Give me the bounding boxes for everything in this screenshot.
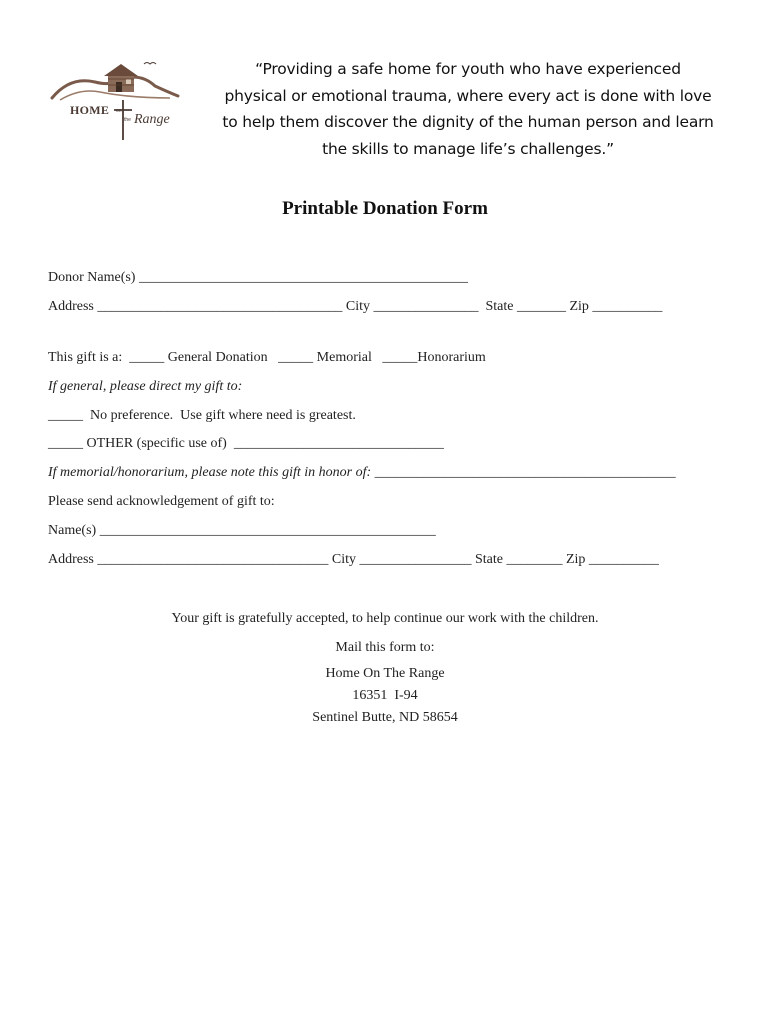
motto-line: the skills to manage life’s challenges.” bbox=[322, 139, 614, 158]
ack-address-field[interactable]: Address _________________________________ City ________________ State ________ Zip __________ bbox=[48, 552, 659, 567]
logo-range-text: Range bbox=[134, 112, 170, 127]
motto-line: physical or emotional trauma, where every act is done with love bbox=[224, 86, 712, 105]
mail-label: Mail this form to: bbox=[335, 640, 435, 655]
page-title: Printable Donation Form bbox=[282, 198, 488, 219]
gift-type-options[interactable]: This gift is a: _____ General Donation _____ Memorial _____Honorarium bbox=[48, 350, 486, 365]
org-name: Home On The Range bbox=[325, 666, 445, 681]
mission-statement bbox=[212, 56, 724, 162]
motto-line: to help them discover the dignity of the human person and learn bbox=[222, 113, 714, 131]
cabin-hills-icon bbox=[50, 58, 180, 144]
other-use-field[interactable]: _____ OTHER (specific use of) ______________________________ bbox=[48, 436, 444, 451]
ack-send-label: Please send acknowledgement of gift to: bbox=[48, 494, 275, 509]
general-direct-label: If general, please direct my gift to: bbox=[48, 379, 243, 394]
donor-name-field[interactable]: Donor Name(s) _______________________________________________ bbox=[48, 270, 468, 285]
org-street: 16351 I-94 bbox=[352, 688, 418, 703]
logo bbox=[50, 58, 180, 144]
logo-the-text: the bbox=[124, 117, 131, 123]
donor-address-field[interactable]: Address ___________________________________ City _______________ State _______ Zip __________ bbox=[48, 299, 663, 314]
logo-on-text: on bbox=[116, 108, 122, 114]
org-city: Sentinel Butte, ND 58654 bbox=[312, 710, 458, 725]
ack-names-field[interactable]: Name(s) ________________________________________________ bbox=[48, 523, 436, 538]
motto-line: “Providing a safe home for youth who have experienced bbox=[255, 60, 681, 78]
no-preference-option[interactable]: _____ No preference. Use gift where need is greatest. bbox=[48, 408, 356, 423]
thank-you-text: Your gift is gratefully accepted, to help continue our work with the children. bbox=[171, 611, 599, 626]
logo-home-text: HOME bbox=[70, 103, 110, 117]
memorial-note-field[interactable]: If memorial/honorarium, please note this gift in honor of: ___________________________________________ bbox=[48, 465, 676, 480]
